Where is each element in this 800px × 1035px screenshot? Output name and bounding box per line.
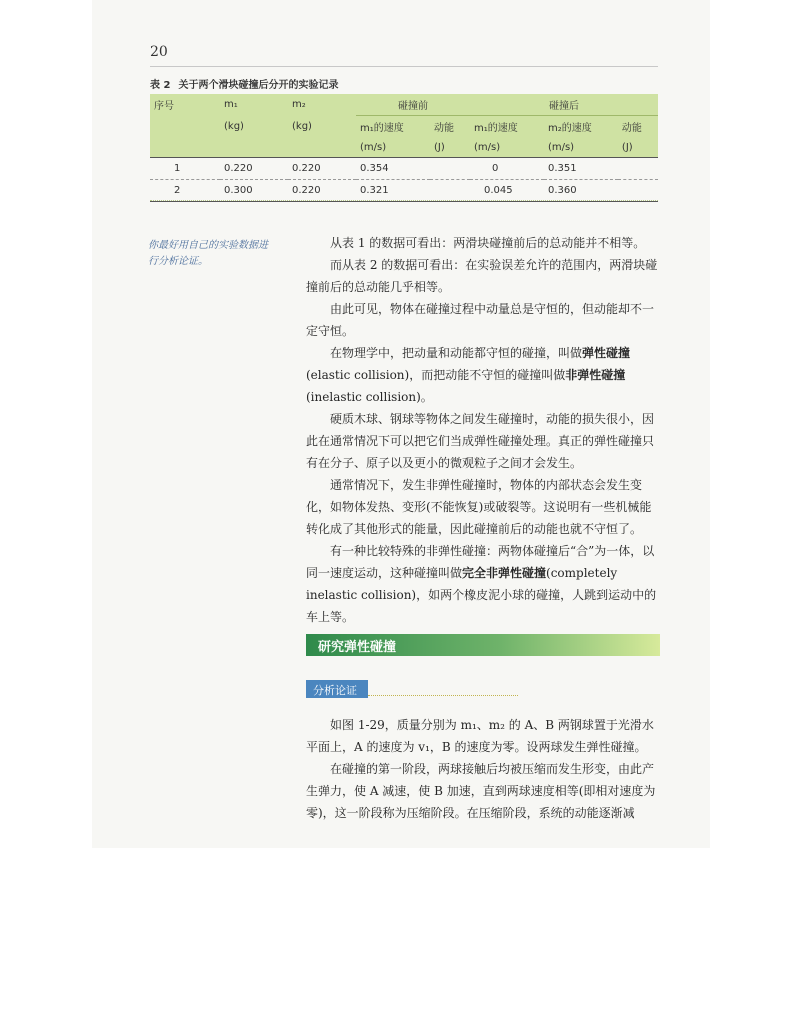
section-banner	[306, 634, 660, 656]
table-header-row-3	[150, 137, 658, 158]
subsection-title: 分析论证	[313, 684, 357, 697]
cell-m1: 0.300	[220, 180, 288, 202]
header-m2: m₂	[292, 99, 306, 111]
experiment-table	[150, 94, 658, 202]
header-index: 序号	[154, 101, 174, 113]
cell-v1-after: 0	[470, 158, 544, 180]
table-caption-text: 关于两个滑块碰撞后分开的实验记录	[178, 80, 339, 91]
cell-m2: 0.220	[288, 158, 356, 180]
header-v1-after: m₁的速度	[473, 123, 518, 134]
paragraph: 由此可见，物体在碰撞过程中动量总是守恒的，但动能却不一定守恒。	[306, 302, 655, 338]
cell-m2: 0.220	[288, 180, 356, 202]
header-after: 碰撞后	[470, 94, 658, 116]
header-ke-before: 动能	[433, 123, 454, 134]
cell-ke-before	[430, 180, 470, 202]
subsection-banner	[306, 680, 368, 698]
term-inelastic-collision: 非弹性碰撞	[565, 368, 626, 382]
header-ke-after: 动能	[621, 123, 642, 134]
header-v1-before: m₁的速度	[360, 123, 404, 134]
paragraph: 从表 1 的数据可看出：两滑块碰撞前后的总动能并不相等。	[330, 236, 646, 250]
header-v2-after-unit: (m/s)	[547, 141, 575, 153]
cell-v2-after: 0.360	[544, 180, 618, 202]
cell-v1-before: 0.321	[356, 180, 430, 202]
analysis-text	[306, 714, 660, 824]
table-caption	[150, 76, 338, 91]
table-header-row-2	[150, 116, 658, 138]
paragraph: 在物理学中，把动量和动能都守恒的碰撞，叫做弹性碰撞(elastic collision)，而把动能不守恒的碰撞叫做非弹性碰撞(inelastic collision)。	[306, 346, 631, 404]
table-row	[150, 180, 658, 202]
header-before: 碰撞前	[356, 94, 470, 116]
cell-v1-before: 0.354	[356, 158, 430, 180]
paragraph: 在碰撞的第一阶段，两球接触后均被压缩而发生形变，由此产生弹力，使 A 减速，使 B 加速，直到两球速度相等(即相对速度为零)，这一阶段称为压缩阶段。在压缩阶段，系统的动能逐渐减	[306, 762, 656, 820]
header-ke-after-unit: (J)	[621, 141, 633, 153]
paragraph: 通常情况下，发生非弹性碰撞时，物体的内部状态会发生变化，如物体发热、变形(不能恢复)或破裂等。这说明有一些机械能转化成了其他形式的能量，因此碰撞前后的动能也就不守恒了。	[306, 478, 652, 536]
header-blank	[150, 116, 220, 138]
cell-ke-after	[618, 158, 658, 180]
term-elastic-collision: 弹性碰撞	[582, 346, 631, 360]
cell-ke-after	[618, 180, 658, 202]
cell-v1-after: 0.045	[470, 180, 544, 202]
cell-ke-before	[430, 158, 470, 180]
table-caption-label: 表 2	[150, 80, 171, 91]
paragraph: 如图 1-29，质量分别为 m₁、m₂ 的 A、B 两钢球置于光滑水平面上，A 的速度为 v₁，B 的速度为零。设两球发生弹性碰撞。	[306, 718, 654, 754]
header-v1-before-unit: (m/s)	[360, 141, 387, 153]
table-header-row-1	[150, 94, 658, 116]
cell-v2-after: 0.351	[544, 158, 618, 180]
term-completely-inelastic: 完全非弹性碰撞	[462, 566, 547, 580]
header-rule	[150, 66, 658, 67]
subsection-rule	[368, 695, 518, 696]
body-text	[306, 232, 660, 628]
table-separator	[150, 200, 658, 201]
cell-index: 1	[150, 158, 220, 180]
paragraph: 硬质木球、钢球等物体之间发生碰撞时，动能的损失很小，因此在通常情况下可以把它们当成弹性碰撞处理。真正的弹性碰撞只有在分子、原子以及更小的微观粒子之间才会发生。	[306, 412, 655, 470]
paragraph: 有一种比较特殊的非弹性碰撞：两物体碰撞后“合”为一体，以同一速度运动，这种碰撞叫做完全非弹性碰撞(completely inelastic collision)，如两个橡皮泥小球的碰撞，人跳到运动中的车上等。	[306, 544, 657, 624]
header-v2-after: m₂的速度	[547, 123, 592, 134]
header-v1-after-unit: (m/s)	[473, 141, 501, 153]
header-m1-unit: (kg)	[224, 120, 244, 132]
cell-m1: 0.220	[220, 158, 288, 180]
section-title: 研究弹性碰撞	[318, 640, 397, 655]
table-row	[150, 158, 658, 180]
header-ke-before-unit: (J)	[433, 141, 445, 153]
page-number: 20	[150, 44, 168, 60]
margin-note: 你最好用自己的实验数据进行分析论证。	[148, 240, 268, 267]
header-m2-unit: (kg)	[292, 120, 312, 132]
paragraph: 而从表 2 的数据可看出：在实验误差允许的范围内，两滑块碰撞前后的总动能几乎相等。	[306, 258, 658, 294]
cell-index: 2	[150, 180, 220, 202]
header-m1: m₁	[224, 99, 238, 111]
